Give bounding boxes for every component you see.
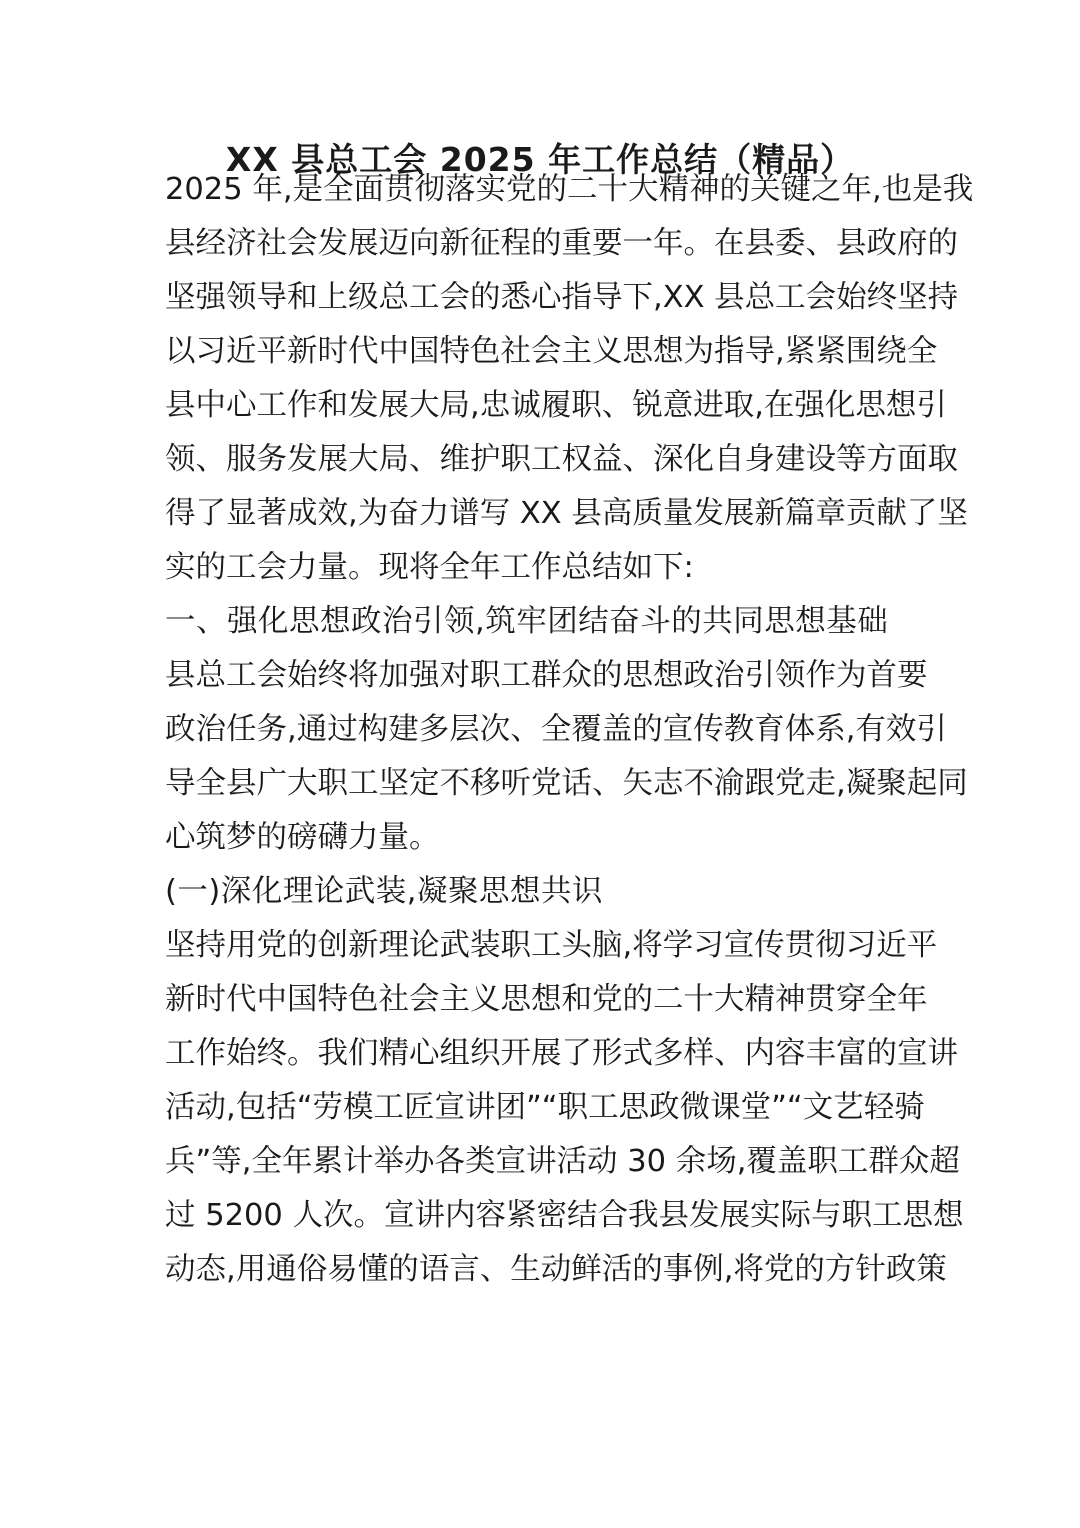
paragraph-line: 县中心工作和发展大局,忠诚履职、锐意进取,在强化思想引 xyxy=(165,388,947,423)
paragraph-line: 坚持用党的创新理论武装职工头脑,将学习宣传贯彻习近平 xyxy=(165,928,938,963)
paragraph-line: 2025 年,是全面贯彻落实党的二十大精神的关键之年,也是我 xyxy=(165,172,974,207)
paragraph-line: 得了显著成效,为奋力谱写 XX 县高质量发展新篇章贡献了坚 xyxy=(165,496,968,531)
paragraph-line: 县经济社会发展迈向新征程的重要一年。在县委、县政府的 xyxy=(165,226,958,261)
paragraph-line: 以习近平新时代中国特色社会主义思想为指导,紧紧围绕全 xyxy=(165,334,938,369)
paragraph-line: 县总工会始终将加强对职工群众的思想政治引领作为首要 xyxy=(165,658,928,693)
paragraph-line: 坚强领导和上级总工会的悉心指导下,XX 县总工会始终坚持 xyxy=(165,280,959,315)
paragraph-line: 动态,用通俗易懂的语言、生动鲜活的事例,将党的方针政策 xyxy=(165,1252,947,1287)
subsection-heading: (一)深化理论武装,凝聚思想共识 xyxy=(165,874,603,909)
document-title: XX 县总工会 2025 年工作总结（精品） xyxy=(225,140,855,179)
paragraph-line: 领、服务发展大局、维护职工权益、深化自身建设等方面取 xyxy=(165,442,958,477)
section-heading: 一、强化思想政治引领,筑牢团结奋斗的共同思想基础 xyxy=(165,604,889,639)
paragraph-line: 活动,包括“劳模工匠宣讲团”“职工思政微课堂”“文艺轻骑 xyxy=(165,1090,925,1125)
paragraph-line: 导全县广大职工坚定不移听党话、矢志不渝跟党走,凝聚起同 xyxy=(165,766,968,801)
paragraph-line: 政治任务,通过构建多层次、全覆盖的宣传教育体系,有效引 xyxy=(165,712,947,747)
paragraph-line: 实的工会力量。现将全年工作总结如下: xyxy=(165,550,694,585)
paragraph-line: 过 5200 人次。宣讲内容紧密结合我县发展实际与职工思想 xyxy=(165,1198,964,1233)
paragraph-line: 心筑梦的磅礴力量。 xyxy=(165,820,440,855)
paragraph-line: 新时代中国特色社会主义思想和党的二十大精神贯穿全年 xyxy=(165,982,928,1017)
paragraph-line: 工作始终。我们精心组织开展了形式多样、内容丰富的宣讲 xyxy=(165,1036,958,1071)
paragraph-line: 兵”等,全年累计举办各类宣讲活动 30 余场,覆盖职工群众超 xyxy=(165,1144,960,1179)
